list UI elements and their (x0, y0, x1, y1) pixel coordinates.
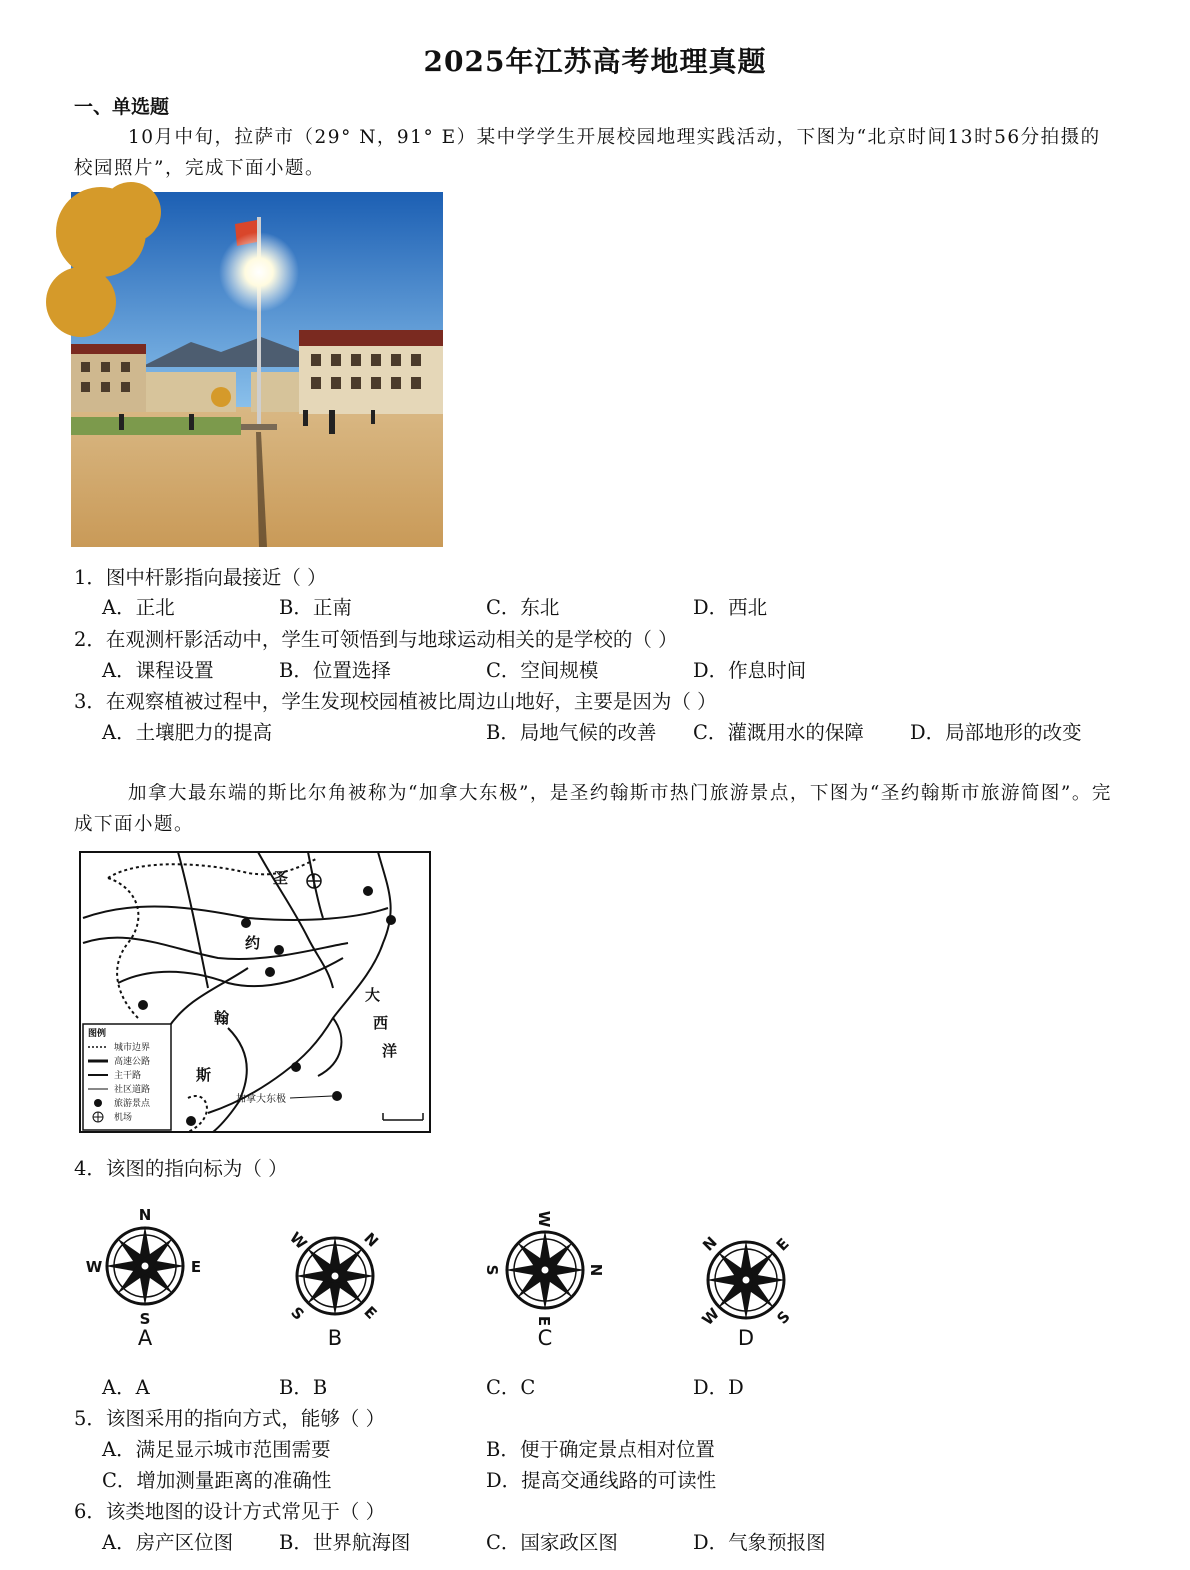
rose-c-label: C (537, 1326, 553, 1350)
question-4-stem: 4．该图的指向标为（ ） (74, 1157, 288, 1180)
legend-highway: 高速公路 (114, 1057, 151, 1067)
compass-rose-c (485, 1198, 605, 1348)
rose-a-n: N (138, 1206, 152, 1224)
rose-b-n: N (360, 1229, 382, 1251)
rose-b-e: E (360, 1302, 381, 1323)
question-1-stem: 1．图中杆影指向最接近（ ） (74, 566, 327, 589)
q1-option-b[interactable]: B．正南 (279, 596, 352, 619)
rose-b-w: W (286, 1228, 311, 1253)
campus-photo (71, 192, 443, 547)
rose-c-s: S (483, 1264, 501, 1276)
intro-paragraph-2: 加拿大最东端的斯比尔角被称为“加拿大东极”，是圣约翰斯市热门旅游景点，下图为“圣约翰斯市旅游简图”。完成下面小题。 (74, 783, 1112, 835)
question-3-stem: 3．在观察植被过程中，学生发现校园植被比周边山地好，主要是因为（ ） (74, 690, 717, 713)
legend-community-road: 社区道路 (114, 1085, 151, 1095)
q2-option-a[interactable]: A．课程设置 (102, 659, 214, 682)
rose-c-n: N (587, 1263, 605, 1277)
rose-d-label: D (737, 1326, 755, 1350)
q4-option-b[interactable]: B．B (279, 1376, 328, 1399)
q3-option-b[interactable]: B．局地气候的改善 (486, 721, 657, 744)
q2-option-b[interactable]: B．位置选择 (279, 659, 391, 682)
q1-option-a[interactable]: A．正北 (102, 596, 175, 619)
question-6-stem: 6．该类地图的设计方式常见于（ ） (74, 1500, 386, 1523)
map-char-2: 约 (245, 934, 261, 952)
q3-option-a[interactable]: A．土壤肥力的提高 (102, 721, 273, 744)
map-char-3: 翰 (214, 1009, 230, 1027)
q4-option-a[interactable]: A．A (102, 1376, 150, 1399)
rose-a-w: W (85, 1258, 103, 1276)
map-char-6: 西 (373, 1014, 389, 1032)
q3-option-d[interactable]: D．局部地形的改变 (910, 721, 1082, 744)
section-heading: 一、单选题 (74, 96, 170, 118)
map-char-7: 洋 (382, 1042, 398, 1060)
rose-a-label: A (137, 1326, 153, 1350)
compass-rose-b (275, 1198, 395, 1348)
rose-d-w: W (698, 1304, 723, 1329)
question-2-stem: 2．在观测杆影活动中，学生可领悟到与地球运动相关的是学校的（ ） (74, 628, 678, 651)
legend-main-road: 主干路 (114, 1071, 142, 1081)
legend-tourist-spot: 旅游景点 (114, 1099, 151, 1109)
map-cape-label: 加拿大东极 (236, 1094, 286, 1105)
q5-option-c[interactable]: C．增加测量距离的准确性 (102, 1469, 332, 1492)
rose-c-w: W (535, 1210, 553, 1228)
page-title: 2025年江苏高考地理真题 (423, 45, 767, 78)
question-5-stem: 5．该图采用的指向方式，能够（ ） (74, 1407, 386, 1430)
legend-city-boundary: 城市边界 (114, 1043, 151, 1053)
map-char-1: 圣 (273, 869, 289, 887)
rose-c-e: E (535, 1315, 553, 1327)
map-char-4: 斯 (196, 1066, 212, 1084)
rose-d-e: E (772, 1234, 793, 1255)
q2-option-d[interactable]: D．作息时间 (693, 659, 807, 682)
q6-option-c[interactable]: C．国家政区图 (486, 1531, 618, 1554)
q6-option-a[interactable]: A．房产区位图 (102, 1531, 234, 1554)
map-char-5: 大 (365, 986, 381, 1004)
q1-option-d[interactable]: D．西北 (693, 596, 768, 619)
rose-b-s: S (287, 1303, 308, 1324)
rose-b-label: B (327, 1326, 343, 1350)
q2-option-c[interactable]: C．空间规模 (486, 659, 599, 682)
q4-option-c[interactable]: C．C (486, 1376, 536, 1399)
rose-d-s: S (773, 1307, 794, 1328)
q6-option-d[interactable]: D．气象预报图 (693, 1531, 826, 1554)
q5-option-d[interactable]: D．提高交通线路的可读性 (486, 1469, 717, 1492)
intro-paragraph-1: 10月中旬，拉萨市（29° N，91° E）某中学学生开展校园地理实践活动，下图为“北京时间13时56分拍摄的校园照片”，完成下面小题。 (74, 127, 1101, 179)
rose-a-e: E (190, 1258, 202, 1276)
legend-title: 图例 (88, 1029, 107, 1039)
q3-option-c[interactable]: C．灌溉用水的保障 (693, 721, 864, 744)
q4-option-d[interactable]: D．D (693, 1376, 744, 1399)
q6-option-b[interactable]: B．世界航海图 (279, 1531, 411, 1554)
compass-rose-d (686, 1198, 806, 1348)
rose-d-n: N (699, 1233, 721, 1255)
compass-rose-a (85, 1198, 205, 1348)
tourist-map (78, 848, 434, 1136)
legend-airport: 机场 (114, 1113, 133, 1123)
q5-option-a[interactable]: A．满足显示城市范围需要 (102, 1438, 331, 1461)
q5-option-b[interactable]: B．便于确定景点相对位置 (486, 1438, 715, 1461)
q1-option-c[interactable]: C．东北 (486, 596, 560, 619)
rose-a-s: S (139, 1310, 151, 1328)
